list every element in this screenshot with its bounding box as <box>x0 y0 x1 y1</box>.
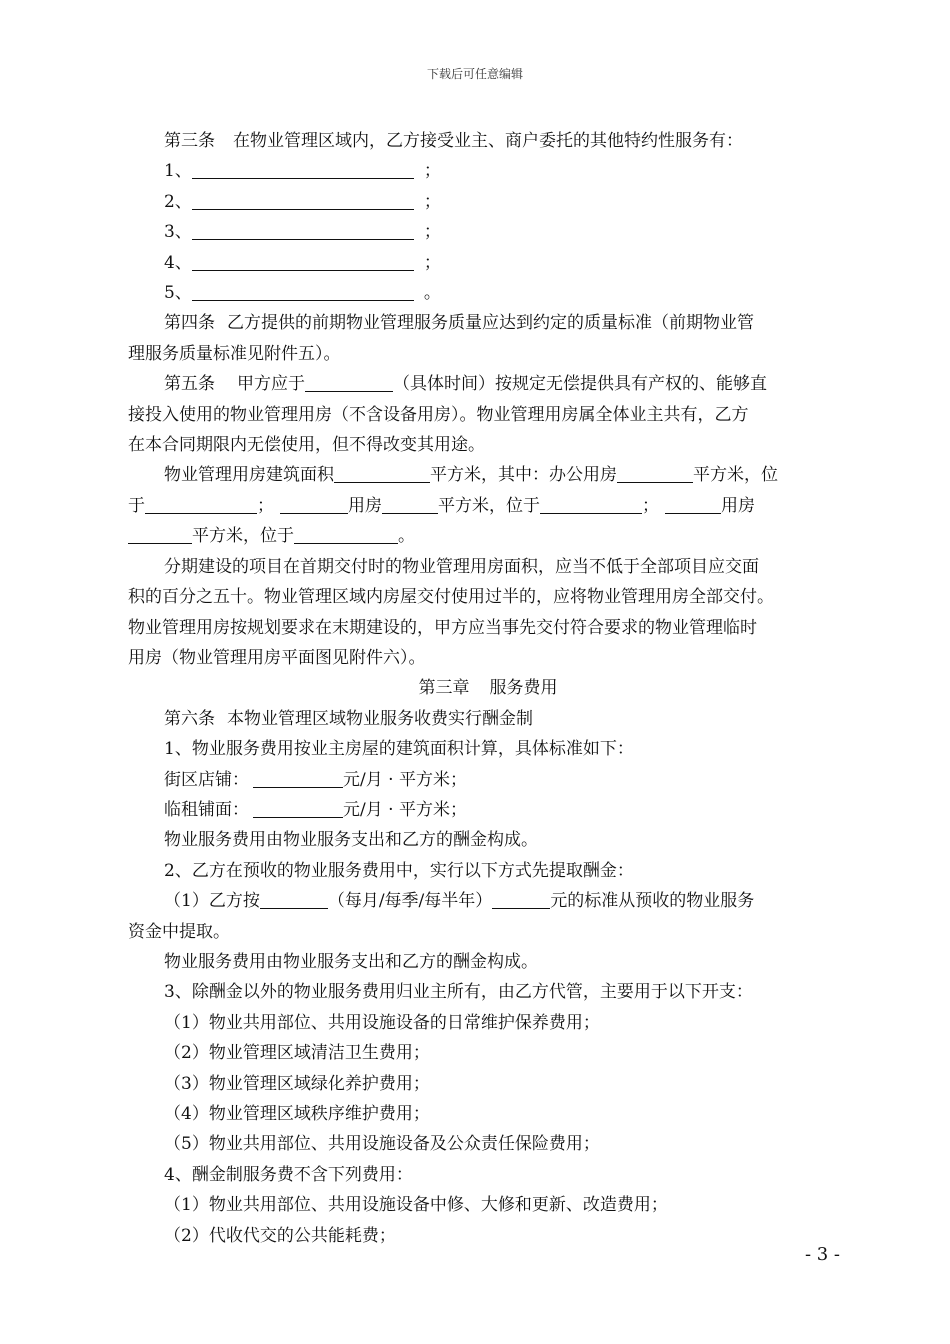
fee-street-shops: 街区店铺： 元/月 · 平方米； <box>164 769 467 790</box>
chapter-3-name: 服务费用 <box>489 678 558 699</box>
fee-clause-3-item: （5）物业共用部位、共用设施设备及公众责任保险费用； <box>164 1134 600 1155</box>
fee-clause-4-item: （2）代收代交的公共能耗费； <box>164 1225 396 1246</box>
area-line-1: 物业管理用房建筑面积 平方米，其中：办公用房 平方米，位 <box>164 465 778 486</box>
article-3 <box>128 126 848 156</box>
blank-line <box>382 495 438 514</box>
blank-line <box>280 495 348 514</box>
article-6: 第六条 本物业管理区域物业服务收费实行酬金制 <box>164 708 533 729</box>
chapter-3-heading <box>128 673 848 703</box>
service-item-2: 2、 ； <box>164 191 441 212</box>
phase-line-3: 物业管理用房按规划要求在末期建设的，甲方应当事先交付符合要求的物业管理临时 <box>128 617 757 638</box>
blank-line <box>253 799 343 818</box>
fee-clause-3-item: （3）物业管理区域绿化养护费用； <box>164 1073 430 1094</box>
blank-line <box>305 373 393 392</box>
fee-temp-shops: 临租铺面： 元/月 · 平方米； <box>164 799 467 820</box>
phase-line-2: 积的百分之五十。物业管理区域内房屋交付使用过半的，应将物业管理用房全部交付。 <box>128 587 774 608</box>
fee-clause-1: 1、物业服务费用按业主房屋的建筑面积计算，具体标准如下： <box>164 739 634 760</box>
article-5-line-3: 在本合同期限内无偿使用，但不得改变其用途。 <box>128 435 485 456</box>
service-item-5: 5、 。 <box>164 283 441 304</box>
service-item-4: 4、 ； <box>164 252 441 273</box>
blank-line <box>145 495 257 514</box>
article-5: 第五条 甲方应于 （具体时间）按规定无偿提供具有产权的、能够直 <box>164 374 767 395</box>
area-line-2: 于 ； 用房 平方米，位于 ； 用房 <box>128 495 755 516</box>
blank-line <box>334 464 430 483</box>
blank-line <box>128 525 192 544</box>
fee-clause-4: 4、酬金制服务费不含下列费用： <box>164 1164 413 1185</box>
fee-clause-3-item: （2）物业管理区域清洁卫生费用； <box>164 1043 430 1064</box>
article-3-text: 在物业管理区域内，乙方接受业主、商户委托的其他特约性服务有： <box>233 131 743 151</box>
fee-clause-2-1: （1）乙方按 （每月/每季/每半年） 元的标准从预收的物业服务 <box>164 891 755 912</box>
fee-clause-2: 2、乙方在预收的物业服务费用中，实行以下方式先提取酬金： <box>164 860 634 881</box>
page-number: - 3 - <box>804 1244 840 1265</box>
fee-composition: 物业服务费用由物业服务支出和乙方的酬金构成。 <box>164 830 538 851</box>
fee-composition-2: 物业服务费用由物业服务支出和乙方的酬金构成。 <box>164 951 538 972</box>
fee-clause-4-item: （1）物业共用部位、共用设施设备中修、大修和更新、改造费用； <box>164 1195 668 1216</box>
fee-clause-2-1-cont: 资金中提取。 <box>128 921 230 942</box>
blank-line <box>192 221 414 240</box>
blank-line <box>294 525 398 544</box>
blank-line <box>540 495 642 514</box>
blank-line <box>260 890 328 909</box>
blank-line <box>192 252 414 271</box>
chapter-3-title: 第三章 <box>418 678 470 699</box>
service-item-3: 3、 ； <box>164 222 441 243</box>
blank-line <box>665 495 721 514</box>
area-line-3: 平方米，位于 。 <box>128 521 848 551</box>
blank-line <box>192 191 414 210</box>
article-5-title: 第五条 <box>164 374 215 395</box>
article-3-title: 第三条 <box>164 131 215 151</box>
article-5-line-2: 接投入使用的物业管理用房（不含设备用房）。物业管理用房属全体业主共有，乙方 <box>128 404 749 425</box>
article-4-title: 第四条 <box>164 313 215 334</box>
article-4: 第四条 乙方提供的前期物业管理服务质量应达到约定的质量标准（前期物业管 <box>164 313 754 334</box>
service-item-1: 1、 ； <box>164 161 441 182</box>
page-header: 下载后可任意编辑 <box>426 67 523 81</box>
blank-line <box>192 282 414 301</box>
document-body <box>128 126 848 1251</box>
article-6-title: 第六条 <box>164 708 215 729</box>
blank-line <box>617 464 693 483</box>
blank-line <box>253 769 343 788</box>
article-4-cont: 理服务质量标准见附件五）。 <box>128 343 341 364</box>
fee-clause-3: 3、除酬金以外的物业服务费用归业主所有，由乙方代管，主要用于以下开支： <box>164 982 753 1003</box>
fee-clause-3-item: （1）物业共用部位、共用设施设备的日常维护保养费用； <box>164 1012 600 1033</box>
phase-line-4: 用房（物业管理用房平面图见附件六）。 <box>128 647 426 668</box>
blank-line <box>492 890 550 909</box>
blank-line <box>192 160 414 179</box>
phase-line-1: 分期建设的项目在首期交付时的物业管理用房面积，应当不低于全部项目应交面 <box>164 556 759 577</box>
fee-clause-3-item: （4）物业管理区域秩序维护费用； <box>164 1104 430 1124</box>
